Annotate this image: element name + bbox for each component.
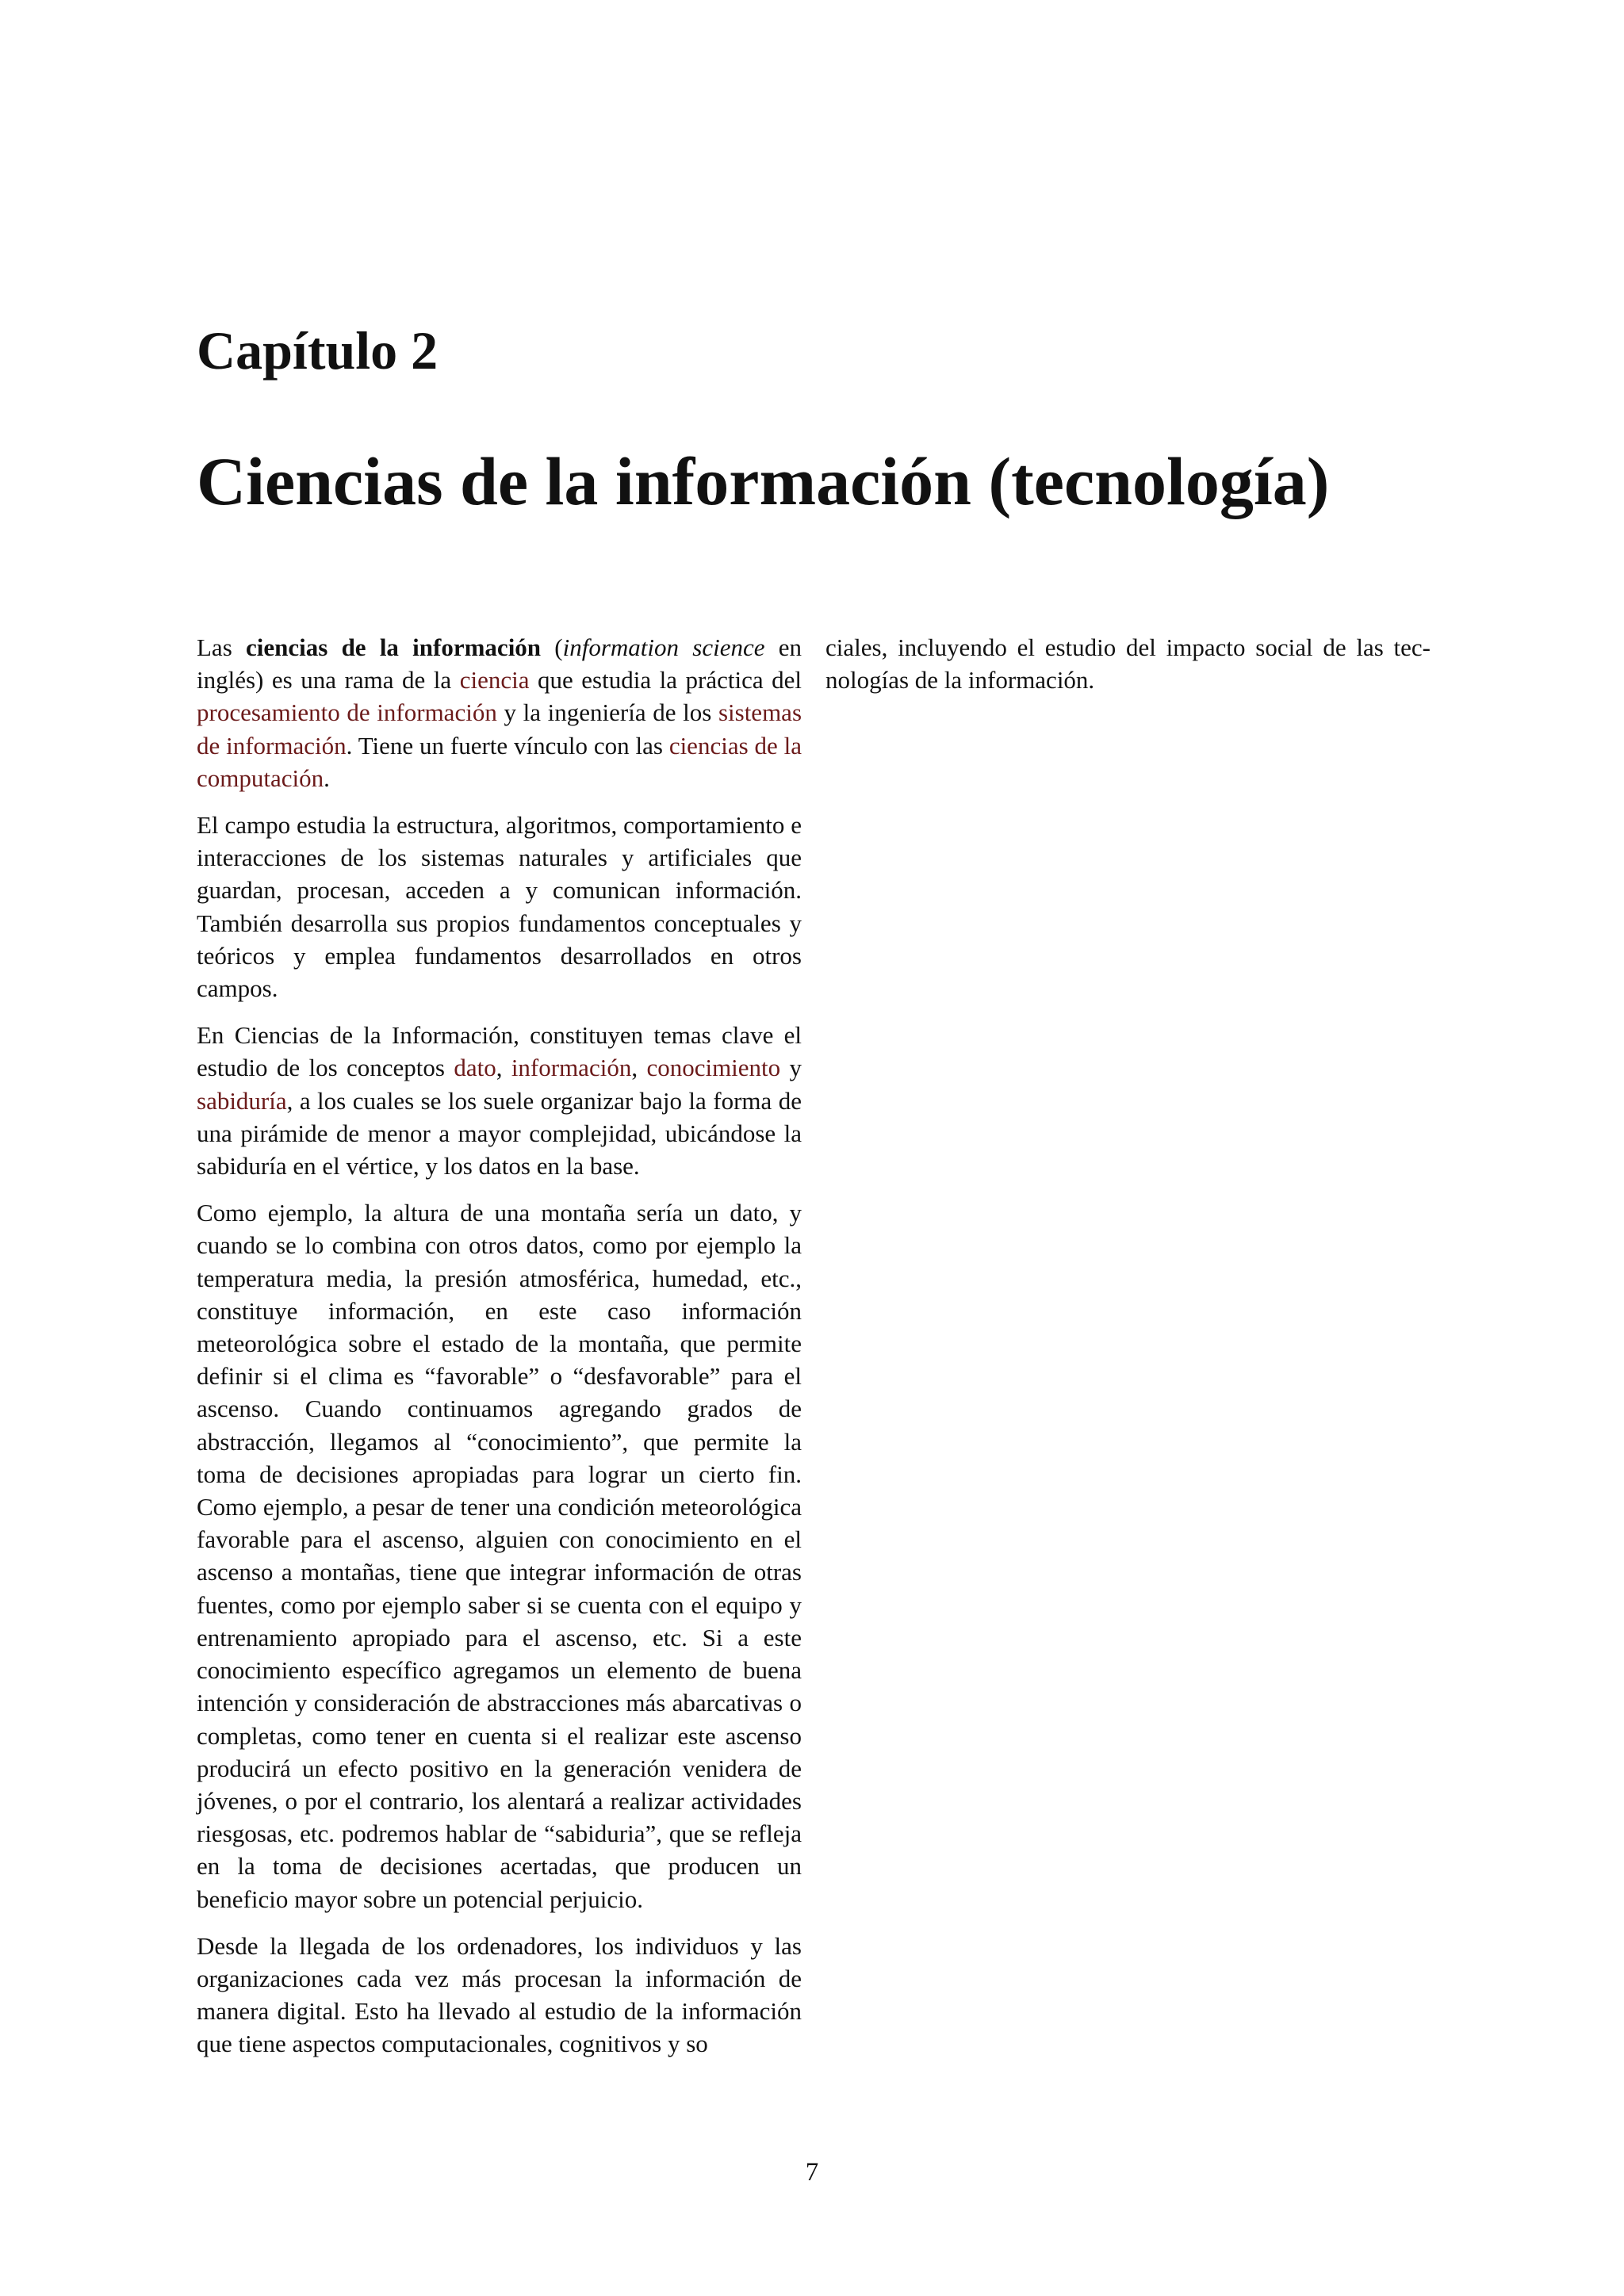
text: y bbox=[780, 1054, 802, 1082]
text: , a los cuales se los suele organizar bajo la forma de una pirámide de menor a mayor complejidad, ubicándose la sabiduría en el vértice, y los datos en la base. bbox=[197, 1086, 802, 1181]
paragraph-intro bbox=[197, 631, 802, 794]
link-sistemas-de-informacion[interactable]: sistemas de información bbox=[197, 698, 802, 760]
term-italic: information science bbox=[562, 633, 765, 661]
link-ciencia[interactable]: ciencia bbox=[459, 666, 530, 695]
text: , bbox=[496, 1054, 511, 1082]
link-sabiduria[interactable]: sabiduría bbox=[197, 1086, 287, 1115]
chapter-title: Ciencias de la información (tecnología) bbox=[197, 443, 1330, 519]
text: En Ciencias de la Información, constituyen temas clave el estudio de los conceptos bbox=[197, 1021, 802, 1082]
text: , bbox=[631, 1054, 647, 1082]
link-conocimiento[interactable]: conocimiento bbox=[646, 1054, 781, 1082]
page-number: 7 bbox=[805, 2158, 819, 2187]
link-dato[interactable]: dato bbox=[454, 1054, 496, 1082]
text: que estudia la práctica del bbox=[529, 666, 802, 695]
paragraph-ejemplo: Como ejemplo, la altura de una montaña sería un dato, y cuando se lo combina con otros datos, como por ejemplo la temperatura media, la presión atmosférica, humedad, etc., constituye información, en este caso información meteorológica sobre el estado de la montaña, que permite definir si el clima es “favorable” o “desfavorable” para el ascenso. Cuando continuamos agregando grados de abstracción, llegamos al “conocimiento”, que permite la toma de decisiones apropiadas para lograr un cierto fin. Como ejemplo, a pesar de tener una condición meteorológica favorable para el ascenso, alguien con conocimiento en el ascenso a montañas, tiene que integrar información de otras fuentes, como por ejemplo saber si se cuenta con el equipo y entrenamiento apropiado para el ascenso, etc. Si a este conocimiento específico agregamos un elemento de buena intención y consideración de abstracciones más abarcativas o completas, como tener en cuenta si el realizar este ascenso producirá un efecto positivo en la generación venidera de jóvenes, o por el contrario, los alentará a realizar actividades riesgosas, etc. podremos hablar de “sabiduria”, que se refleja en la toma de decisiones acertadas, que producen un beneficio mayor sobre un potencial perjuicio. bbox=[197, 1199, 802, 1913]
paragraph-temas-clave bbox=[197, 1019, 802, 1182]
text: ( bbox=[541, 633, 563, 661]
paragraph-ordenadores-continued: ciales, incluyendo el estudio del impacto social de las tecnologías de la información. bbox=[825, 633, 1431, 695]
text: . Tiene un fuerte vínculo con las bbox=[346, 731, 669, 760]
link-informacion[interactable]: información bbox=[511, 1054, 632, 1082]
link-procesamiento-de-informacion[interactable]: procesamiento de información bbox=[197, 698, 497, 727]
term-bold: ciencias de la información bbox=[246, 633, 542, 661]
paragraph-ordenadores: Desde la llegada de los ordenadores, los individuos y las organizaciones cada vez más procesan la información de manera digital. Esto ha llevado al estudio de la información que tiene aspectos computacionales, cognitivos y so bbox=[197, 1931, 802, 2058]
text: Las bbox=[197, 633, 247, 661]
text: en inglés) es una rama de la bbox=[197, 633, 802, 695]
chapter-label: Capítulo 2 bbox=[197, 320, 439, 381]
right-column bbox=[825, 631, 1431, 710]
text: y la ingeniería de los bbox=[496, 698, 718, 727]
left-column bbox=[197, 631, 802, 2075]
paragraph-campo: El campo estudia la estructura, algoritmos, comportamiento e interacciones de los sistemas naturales y artificiales que guardan, procesan, acceden a y comunican información. También desarrolla sus propios fundamentos conceptuales y teóricos y emplea fundamentos desarrollados en otros campos. bbox=[197, 811, 802, 1003]
text: . bbox=[324, 763, 330, 792]
link-ciencias-de-la-computacion[interactable]: ciencias de la computación bbox=[197, 731, 802, 792]
